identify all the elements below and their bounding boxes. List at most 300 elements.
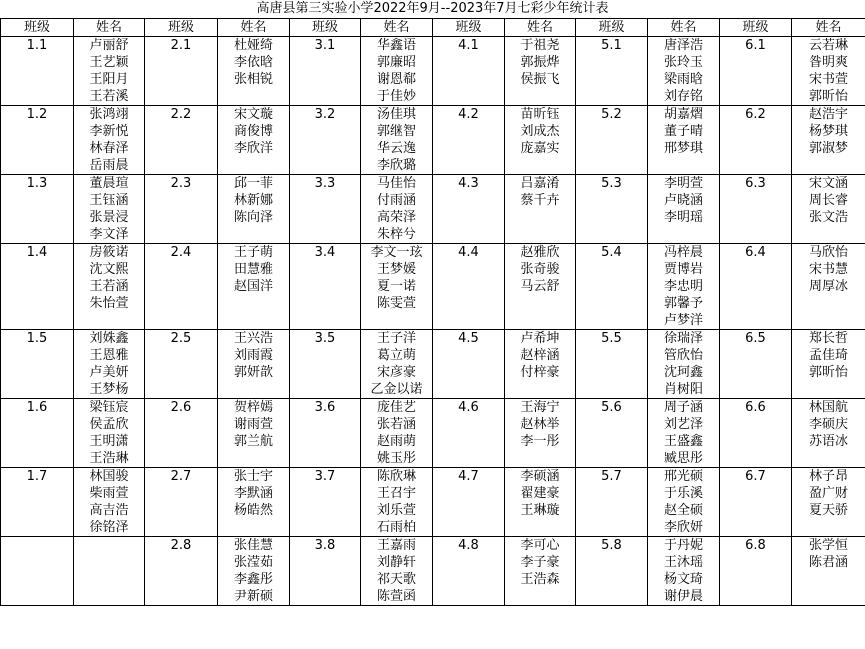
student-name-cell: 冯梓晨 bbox=[648, 244, 720, 262]
class-cell bbox=[145, 140, 218, 157]
student-name-cell: 李欣洋 bbox=[218, 140, 290, 157]
class-cell bbox=[290, 381, 361, 399]
class-cell bbox=[576, 312, 648, 330]
table-row bbox=[1, 175, 865, 193]
student-name-cell: 王若涵 bbox=[74, 278, 145, 295]
class-cell bbox=[145, 502, 218, 519]
class-cell bbox=[720, 312, 792, 330]
class-cell bbox=[433, 588, 505, 606]
class-cell bbox=[145, 364, 218, 381]
student-name-cell: 付雨涵 bbox=[361, 192, 433, 209]
class-cell bbox=[145, 226, 218, 244]
class-cell bbox=[1, 347, 74, 364]
table-row bbox=[1, 347, 865, 364]
student-name-cell bbox=[792, 519, 865, 537]
student-name-cell: 王子萌 bbox=[218, 244, 290, 262]
student-name-cell bbox=[74, 588, 145, 606]
class-cell bbox=[290, 519, 361, 537]
student-name-cell bbox=[648, 226, 720, 244]
class-cell bbox=[1, 140, 74, 157]
student-name-cell: 张学恒 bbox=[792, 537, 865, 555]
student-name-cell: 祁天歌 bbox=[361, 571, 433, 588]
student-name-cell: 管欣怡 bbox=[648, 347, 720, 364]
student-name-cell bbox=[792, 450, 865, 468]
table-row bbox=[1, 71, 865, 88]
student-name-cell: 赵全硕 bbox=[648, 502, 720, 519]
class-cell bbox=[1, 312, 74, 330]
class-cell bbox=[290, 295, 361, 312]
student-name-cell bbox=[218, 157, 290, 175]
statistics-table bbox=[0, 18, 865, 606]
class-cell bbox=[1, 519, 74, 537]
table-row bbox=[1, 537, 865, 555]
class-cell bbox=[576, 226, 648, 244]
student-name-cell: 郭昕怡 bbox=[792, 88, 865, 106]
table-row bbox=[1, 399, 865, 417]
student-name-cell: 李明瑶 bbox=[648, 209, 720, 226]
student-name-cell: 李硕庆 bbox=[792, 416, 865, 433]
class-cell bbox=[576, 261, 648, 278]
student-name-cell: 贾博岩 bbox=[648, 261, 720, 278]
student-name-cell: 陈向泽 bbox=[218, 209, 290, 226]
class-cell bbox=[145, 192, 218, 209]
column-header-class: 班级 bbox=[433, 19, 505, 37]
class-cell: 1.1 bbox=[1, 37, 74, 55]
student-name-cell: 张滢茹 bbox=[218, 554, 290, 571]
class-cell bbox=[1, 278, 74, 295]
class-cell bbox=[576, 140, 648, 157]
class-cell: 2.6 bbox=[145, 399, 218, 417]
student-name-cell bbox=[505, 450, 576, 468]
class-cell: 6.8 bbox=[720, 537, 792, 555]
class-cell bbox=[145, 312, 218, 330]
class-cell: 4.8 bbox=[433, 537, 505, 555]
student-name-cell: 林国骏 bbox=[74, 468, 145, 486]
class-cell bbox=[433, 209, 505, 226]
student-name-cell: 李默涵 bbox=[218, 485, 290, 502]
student-name-cell bbox=[505, 226, 576, 244]
student-name-cell: 赵浩宇 bbox=[792, 106, 865, 124]
table-row bbox=[1, 330, 865, 348]
class-cell bbox=[145, 554, 218, 571]
student-name-cell: 华云逸 bbox=[361, 140, 433, 157]
class-cell: 6.6 bbox=[720, 399, 792, 417]
student-name-cell bbox=[74, 571, 145, 588]
student-name-cell: 王嘉雨 bbox=[361, 537, 433, 555]
class-cell bbox=[290, 192, 361, 209]
class-cell bbox=[145, 54, 218, 71]
student-name-cell: 高吉浩 bbox=[74, 502, 145, 519]
student-name-cell bbox=[218, 519, 290, 537]
class-cell: 4.2 bbox=[433, 106, 505, 124]
student-name-cell: 王梦杨 bbox=[74, 381, 145, 399]
class-cell: 2.5 bbox=[145, 330, 218, 348]
student-name-cell: 姚玉彤 bbox=[361, 450, 433, 468]
class-cell: 5.3 bbox=[576, 175, 648, 193]
class-cell: 3.1 bbox=[290, 37, 361, 55]
student-name-cell: 李子豪 bbox=[505, 554, 576, 571]
student-name-cell: 郭振烨 bbox=[505, 54, 576, 71]
class-cell bbox=[1, 71, 74, 88]
student-name-cell: 吕嘉淆 bbox=[505, 175, 576, 193]
class-cell bbox=[433, 433, 505, 450]
class-cell bbox=[1, 364, 74, 381]
table-row bbox=[1, 226, 865, 244]
student-name-cell bbox=[74, 554, 145, 571]
column-header-class: 班级 bbox=[290, 19, 361, 37]
student-name-cell: 宋书慧 bbox=[792, 261, 865, 278]
student-name-cell: 孟佳琦 bbox=[792, 347, 865, 364]
student-name-cell: 赵国洋 bbox=[218, 278, 290, 295]
student-name-cell bbox=[505, 588, 576, 606]
table-row bbox=[1, 261, 865, 278]
student-name-cell: 乙金以诺 bbox=[361, 381, 433, 399]
class-cell bbox=[433, 71, 505, 88]
class-cell bbox=[720, 261, 792, 278]
class-cell bbox=[433, 502, 505, 519]
class-cell bbox=[290, 450, 361, 468]
table-row bbox=[1, 502, 865, 519]
student-name-cell: 谢恩郗 bbox=[361, 71, 433, 88]
student-name-cell: 董晨瑄 bbox=[74, 175, 145, 193]
class-cell bbox=[1, 192, 74, 209]
student-name-cell: 杨文琦 bbox=[648, 571, 720, 588]
class-cell: 4.4 bbox=[433, 244, 505, 262]
table-row bbox=[1, 450, 865, 468]
class-cell bbox=[433, 571, 505, 588]
class-cell bbox=[290, 485, 361, 502]
student-name-cell: 张相锐 bbox=[218, 71, 290, 88]
class-cell: 5.4 bbox=[576, 244, 648, 262]
student-name-cell: 谢雨萱 bbox=[218, 416, 290, 433]
student-name-cell: 李文一玹 bbox=[361, 244, 433, 262]
student-name-cell: 王艺颖 bbox=[74, 54, 145, 71]
class-cell bbox=[433, 554, 505, 571]
student-name-cell bbox=[74, 312, 145, 330]
student-name-cell: 王若溪 bbox=[74, 88, 145, 106]
student-name-cell: 高荣泽 bbox=[361, 209, 433, 226]
class-cell bbox=[290, 312, 361, 330]
class-cell bbox=[145, 571, 218, 588]
student-name-cell: 陈萱函 bbox=[361, 588, 433, 606]
student-name-cell bbox=[505, 519, 576, 537]
student-name-cell: 华鑫语 bbox=[361, 37, 433, 55]
student-name-cell: 宋彦豪 bbox=[361, 364, 433, 381]
class-cell bbox=[433, 381, 505, 399]
class-cell bbox=[1, 226, 74, 244]
class-cell bbox=[290, 88, 361, 106]
table-row bbox=[1, 88, 865, 106]
class-cell bbox=[720, 347, 792, 364]
class-cell bbox=[576, 54, 648, 71]
class-cell bbox=[290, 588, 361, 606]
student-name-cell: 尹新硕 bbox=[218, 588, 290, 606]
student-name-cell: 郭继智 bbox=[361, 123, 433, 140]
class-cell bbox=[576, 123, 648, 140]
class-cell bbox=[1, 416, 74, 433]
student-name-cell: 刘姝鑫 bbox=[74, 330, 145, 348]
column-header-name: 姓名 bbox=[218, 19, 290, 37]
student-name-cell bbox=[505, 157, 576, 175]
class-cell: 5.6 bbox=[576, 399, 648, 417]
class-cell: 2.4 bbox=[145, 244, 218, 262]
student-name-cell bbox=[218, 88, 290, 106]
class-cell bbox=[433, 261, 505, 278]
class-cell bbox=[720, 140, 792, 157]
class-cell: 4.3 bbox=[433, 175, 505, 193]
student-name-cell: 刘雨霞 bbox=[218, 347, 290, 364]
student-name-cell: 李欣妍 bbox=[648, 519, 720, 537]
table-row bbox=[1, 571, 865, 588]
class-cell bbox=[576, 485, 648, 502]
class-cell: 1.6 bbox=[1, 399, 74, 417]
class-cell bbox=[290, 571, 361, 588]
table-row bbox=[1, 140, 865, 157]
student-name-cell: 邢梦琪 bbox=[648, 140, 720, 157]
table-row bbox=[1, 468, 865, 486]
class-cell bbox=[576, 71, 648, 88]
class-cell bbox=[145, 381, 218, 399]
class-cell bbox=[145, 157, 218, 175]
class-cell bbox=[576, 295, 648, 312]
class-cell: 3.7 bbox=[290, 468, 361, 486]
student-name-cell: 赵雅欣 bbox=[505, 244, 576, 262]
class-cell bbox=[1, 381, 74, 399]
class-cell bbox=[720, 502, 792, 519]
student-name-cell: 于丹妮 bbox=[648, 537, 720, 555]
student-name-cell: 卢丽舒 bbox=[74, 37, 145, 55]
class-cell bbox=[433, 278, 505, 295]
student-name-cell: 杜娅绮 bbox=[218, 37, 290, 55]
table-row bbox=[1, 519, 865, 537]
class-cell bbox=[290, 502, 361, 519]
student-name-cell bbox=[505, 295, 576, 312]
class-cell bbox=[433, 140, 505, 157]
class-cell bbox=[1, 485, 74, 502]
class-cell bbox=[1, 571, 74, 588]
student-name-cell: 张文浩 bbox=[792, 209, 865, 226]
class-cell bbox=[290, 140, 361, 157]
class-cell bbox=[720, 278, 792, 295]
class-cell bbox=[1, 537, 74, 555]
student-name-cell: 董子晴 bbox=[648, 123, 720, 140]
class-cell bbox=[720, 554, 792, 571]
class-cell bbox=[576, 588, 648, 606]
class-cell bbox=[145, 347, 218, 364]
table-row bbox=[1, 312, 865, 330]
student-name-cell: 刘艺泽 bbox=[648, 416, 720, 433]
student-name-cell: 林子昂 bbox=[792, 468, 865, 486]
student-name-cell: 胡嘉熠 bbox=[648, 106, 720, 124]
student-name-cell: 王沐瑶 bbox=[648, 554, 720, 571]
student-name-cell: 王子洋 bbox=[361, 330, 433, 348]
class-cell bbox=[720, 192, 792, 209]
student-name-cell: 肖树阳 bbox=[648, 381, 720, 399]
class-cell: 2.2 bbox=[145, 106, 218, 124]
student-name-cell: 苗昕钰 bbox=[505, 106, 576, 124]
student-name-cell bbox=[505, 209, 576, 226]
class-cell bbox=[576, 519, 648, 537]
student-name-cell: 陈雯萱 bbox=[361, 295, 433, 312]
student-name-cell: 夏天骄 bbox=[792, 502, 865, 519]
class-cell: 2.8 bbox=[145, 537, 218, 555]
column-header-class: 班级 bbox=[576, 19, 648, 37]
class-cell: 2.1 bbox=[145, 37, 218, 55]
class-cell bbox=[290, 54, 361, 71]
student-name-cell: 周厚冰 bbox=[792, 278, 865, 295]
student-name-cell: 柴雨萱 bbox=[74, 485, 145, 502]
class-cell bbox=[433, 450, 505, 468]
table-row bbox=[1, 554, 865, 571]
student-name-cell bbox=[792, 381, 865, 399]
student-name-cell: 卢晓涵 bbox=[648, 192, 720, 209]
class-cell bbox=[1, 88, 74, 106]
student-name-cell: 马欣怡 bbox=[792, 244, 865, 262]
class-cell bbox=[720, 88, 792, 106]
class-cell bbox=[433, 364, 505, 381]
class-cell bbox=[290, 71, 361, 88]
table-row bbox=[1, 433, 865, 450]
class-cell bbox=[290, 347, 361, 364]
class-cell bbox=[433, 157, 505, 175]
student-name-cell: 马佳怡 bbox=[361, 175, 433, 193]
class-cell: 1.4 bbox=[1, 244, 74, 262]
student-name-cell: 田慧雅 bbox=[218, 261, 290, 278]
student-name-cell: 李依晗 bbox=[218, 54, 290, 71]
class-cell bbox=[145, 295, 218, 312]
class-cell: 3.5 bbox=[290, 330, 361, 348]
class-cell bbox=[1, 450, 74, 468]
table-row bbox=[1, 278, 865, 295]
student-name-cell: 周子涵 bbox=[648, 399, 720, 417]
class-cell bbox=[720, 364, 792, 381]
class-cell bbox=[290, 123, 361, 140]
class-cell bbox=[1, 502, 74, 519]
student-name-cell: 郭馨予 bbox=[648, 295, 720, 312]
column-header-name: 姓名 bbox=[505, 19, 576, 37]
student-name-cell: 卢希坤 bbox=[505, 330, 576, 348]
student-name-cell bbox=[74, 537, 145, 555]
table-row bbox=[1, 123, 865, 140]
student-name-cell: 王兴浩 bbox=[218, 330, 290, 348]
class-cell: 3.3 bbox=[290, 175, 361, 193]
class-cell bbox=[1, 295, 74, 312]
student-name-cell bbox=[505, 381, 576, 399]
class-cell: 6.2 bbox=[720, 106, 792, 124]
student-name-cell: 邱一菲 bbox=[218, 175, 290, 193]
class-cell bbox=[145, 88, 218, 106]
class-cell bbox=[576, 450, 648, 468]
class-cell: 6.1 bbox=[720, 37, 792, 55]
class-cell bbox=[290, 261, 361, 278]
student-name-cell: 马云舒 bbox=[505, 278, 576, 295]
class-cell bbox=[290, 226, 361, 244]
class-cell: 4.6 bbox=[433, 399, 505, 417]
table-row bbox=[1, 209, 865, 226]
class-cell bbox=[1, 123, 74, 140]
class-cell bbox=[145, 416, 218, 433]
column-header-class: 班级 bbox=[145, 19, 218, 37]
student-name-cell: 石雨柏 bbox=[361, 519, 433, 537]
student-name-cell: 王海宁 bbox=[505, 399, 576, 417]
student-name-cell bbox=[792, 295, 865, 312]
class-cell bbox=[720, 416, 792, 433]
class-cell bbox=[433, 226, 505, 244]
class-cell bbox=[290, 157, 361, 175]
class-cell bbox=[1, 157, 74, 175]
table-row bbox=[1, 364, 865, 381]
student-name-cell: 郭妍歆 bbox=[218, 364, 290, 381]
table-row bbox=[1, 588, 865, 606]
class-cell bbox=[290, 278, 361, 295]
student-name-cell: 张士宇 bbox=[218, 468, 290, 486]
student-name-cell bbox=[218, 450, 290, 468]
student-name-cell: 陈欣琳 bbox=[361, 468, 433, 486]
student-name-cell: 林春泽 bbox=[74, 140, 145, 157]
student-name-cell bbox=[792, 157, 865, 175]
class-cell: 2.3 bbox=[145, 175, 218, 193]
column-header-class: 班级 bbox=[720, 19, 792, 37]
student-name-cell: 张玲玉 bbox=[648, 54, 720, 71]
class-cell bbox=[720, 123, 792, 140]
student-name-cell: 房筱诺 bbox=[74, 244, 145, 262]
class-cell bbox=[145, 261, 218, 278]
student-name-cell: 谢伊晨 bbox=[648, 588, 720, 606]
student-name-cell: 赵雨萌 bbox=[361, 433, 433, 450]
class-cell bbox=[576, 381, 648, 399]
class-cell bbox=[720, 157, 792, 175]
class-cell bbox=[720, 295, 792, 312]
student-name-cell: 王盛鑫 bbox=[648, 433, 720, 450]
student-name-cell: 李可心 bbox=[505, 537, 576, 555]
student-name-cell: 刘存铭 bbox=[648, 88, 720, 106]
student-name-cell bbox=[792, 226, 865, 244]
class-cell bbox=[576, 192, 648, 209]
student-name-cell bbox=[218, 295, 290, 312]
student-name-cell: 朱怡萱 bbox=[74, 295, 145, 312]
student-name-cell: 李新悦 bbox=[74, 123, 145, 140]
student-name-cell: 杨梦琪 bbox=[792, 123, 865, 140]
class-cell: 3.2 bbox=[290, 106, 361, 124]
class-cell bbox=[720, 209, 792, 226]
student-name-cell: 杨皓然 bbox=[218, 502, 290, 519]
class-cell: 1.3 bbox=[1, 175, 74, 193]
class-cell: 4.1 bbox=[433, 37, 505, 55]
student-name-cell bbox=[792, 571, 865, 588]
class-cell bbox=[145, 433, 218, 450]
class-cell bbox=[145, 209, 218, 226]
class-cell: 4.5 bbox=[433, 330, 505, 348]
student-name-cell bbox=[505, 88, 576, 106]
student-name-cell: 侯孟欣 bbox=[74, 416, 145, 433]
student-name-cell: 云若琳 bbox=[792, 37, 865, 55]
class-cell bbox=[1, 433, 74, 450]
student-name-cell bbox=[792, 312, 865, 330]
student-name-cell: 徐瑞泽 bbox=[648, 330, 720, 348]
class-cell bbox=[576, 416, 648, 433]
student-name-cell: 李文泽 bbox=[74, 226, 145, 244]
student-name-cell: 郭兰航 bbox=[218, 433, 290, 450]
class-cell bbox=[576, 88, 648, 106]
class-cell bbox=[720, 54, 792, 71]
student-name-cell: 郭廉昭 bbox=[361, 54, 433, 71]
student-name-cell: 昝明爽 bbox=[792, 54, 865, 71]
class-cell: 3.6 bbox=[290, 399, 361, 417]
student-name-cell: 夏一诺 bbox=[361, 278, 433, 295]
student-name-cell: 李鑫彤 bbox=[218, 571, 290, 588]
student-name-cell: 张佳慧 bbox=[218, 537, 290, 555]
class-cell: 2.7 bbox=[145, 468, 218, 486]
